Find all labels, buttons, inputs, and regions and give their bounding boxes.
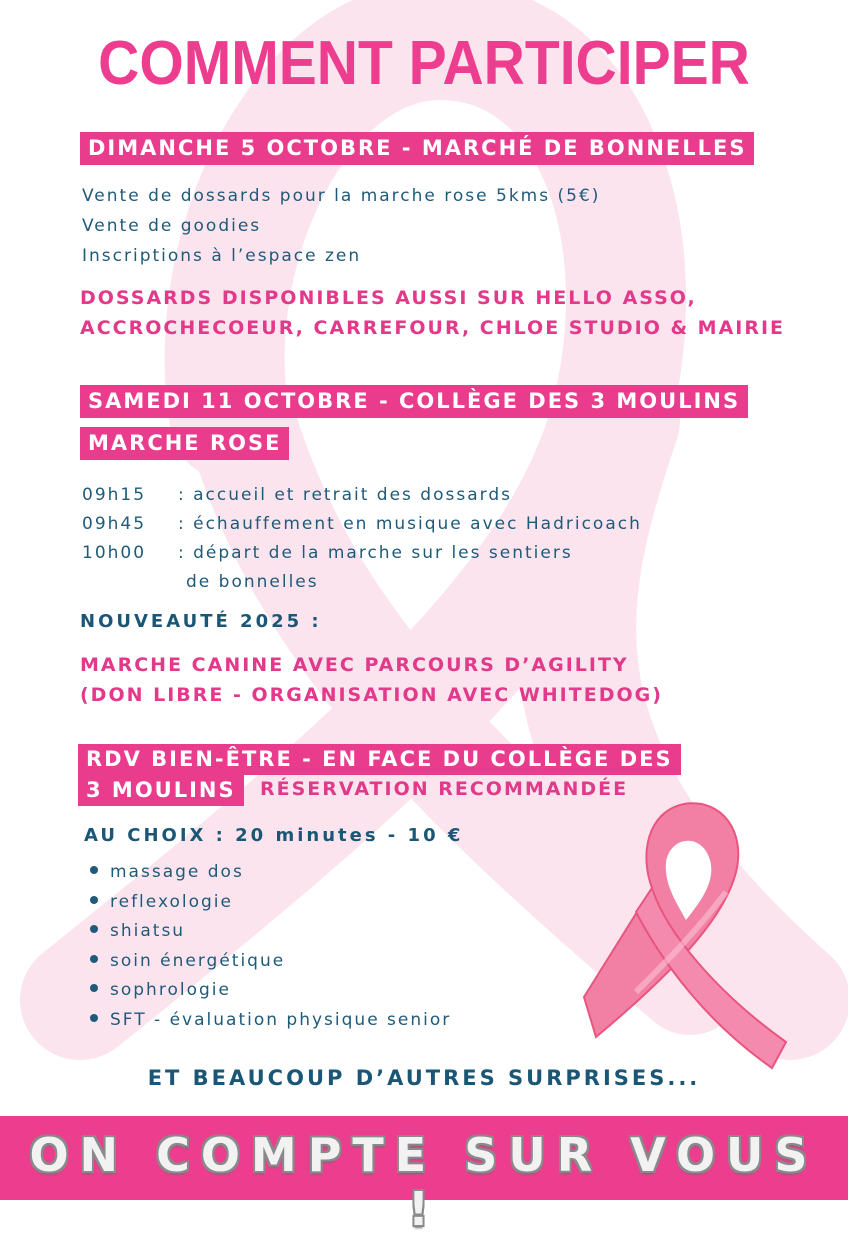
wellness-list (90, 858, 451, 1035)
list-item: reflexologie (90, 888, 451, 918)
sunday-band: DIMANCHE 5 OCTOBRE - MARCHÉ DE BONNELLES (80, 132, 754, 165)
schedule-text: de bonnelles (186, 572, 319, 592)
pink-ribbon-icon (576, 792, 792, 1072)
schedule-text: : départ de la marche sur les sentiers (178, 543, 573, 563)
bullet-icon (90, 896, 98, 904)
schedule-time: 09h45 (82, 514, 147, 534)
list-item: SFT - évaluation physique senior (90, 1006, 451, 1036)
schedule-text: : accueil et retrait des dossards (178, 485, 512, 505)
reservation-note: RÉSERVATION RECOMMANDÉE (260, 778, 629, 800)
highlight-line: ACCROCHECOEUR, CARREFOUR, CHLOE STUDIO & MAIRIE (80, 317, 786, 339)
footer-band (0, 1116, 848, 1236)
sunday-line: Vente de goodies (82, 216, 262, 236)
wellness-band-line2: 3 MOULINS (78, 775, 244, 806)
page-title: COMMENT PARTICIPER (98, 29, 750, 98)
schedule (82, 481, 642, 597)
saturday-band: SAMEDI 11 OCTOBRE - COLLÈGE DES 3 MOULINS (80, 385, 748, 418)
surprises-text: ET BEAUCOUP D’AUTRES SURPRISES... (147, 1066, 701, 1090)
schedule-row (82, 568, 642, 597)
sunday-line: Inscriptions à l’espace zen (82, 246, 362, 266)
schedule-row (82, 510, 642, 539)
list-item: soin énergétique (90, 947, 451, 977)
bullet-icon (90, 1014, 98, 1022)
new-line: (DON LIBRE - ORGANISATION AVEC WHITEDOG) (80, 684, 663, 706)
list-item: massage dos (90, 858, 451, 888)
schedule-row (82, 481, 642, 510)
list-item: sophrologie (90, 976, 451, 1006)
bullet-icon (90, 925, 98, 933)
footer-slogan: ON COMPTE SUR VOUS ! (29, 1128, 819, 1236)
schedule-text: : échauffement en musique avec Hadricoach (178, 514, 642, 534)
schedule-time: 10h00 (82, 543, 147, 563)
bullet-icon (90, 955, 98, 963)
new-2025-lines (80, 650, 663, 710)
wellness-band-line1: RDV BIEN-ÊTRE - EN FACE DU COLLÈGE DES (78, 744, 681, 775)
highlight-line: DOSSARDS DISPONIBLES AUSSI SUR HELLO ASSO, (80, 287, 697, 309)
new-2025-label: NOUVEAUTÉ 2025 : (80, 611, 322, 632)
list-item: shiatsu (90, 917, 451, 947)
marche-rose-band: MARCHE ROSE (80, 427, 289, 460)
schedule-row (82, 539, 642, 568)
bullet-icon (90, 866, 98, 874)
bullet-icon (90, 984, 98, 992)
sunday-lines (82, 181, 600, 271)
schedule-time: 09h15 (82, 485, 147, 505)
choice-label: AU CHOIX : 20 minutes - 10 € (84, 825, 464, 846)
sunday-highlight (80, 283, 785, 343)
new-line: MARCHE CANINE AVEC PARCOURS D’AGILITY (80, 654, 629, 676)
sunday-line: Vente de dossards pour la marche rose 5kms (5€) (82, 186, 601, 206)
